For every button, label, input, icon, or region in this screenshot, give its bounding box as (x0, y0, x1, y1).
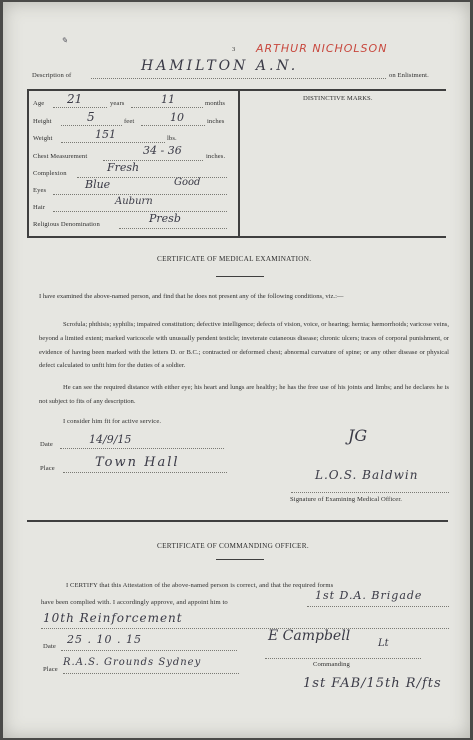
commanding-label: Commanding (313, 661, 350, 668)
height-feet-value: 5 (87, 110, 95, 124)
medical-conditions-para: Scrofula; phthisis; syphilis; impaired constitution; defective intelligence; defects of vision, voice, or hearing; hernia; hæmorrhoids; varicose veins, beyond a limited extent; marked varicocele with unusually pendent testicle; inveterate cutaneous disease; chronic ulcers; traces of corporal punishment, or evidence of having been marked with the letters D. or B.C.; contracted or deformed chest; abnormal curvature of spine; or any other disease or physical defect calculated to unfit him for the duties of a soldier. (39, 321, 449, 370)
hair-dots (53, 211, 227, 212)
box-bottom-rule (27, 236, 446, 238)
chest-label: Chest Measurement (33, 153, 88, 160)
feet-label: feet (124, 118, 135, 125)
attestation-form-page (3, 2, 470, 738)
eyes-value: Blue (85, 178, 111, 191)
pencil-mark: ✎ (61, 36, 68, 45)
box-divider-rule (238, 89, 240, 237)
eyes-dots (53, 194, 227, 195)
commanding-date-label: Date (43, 643, 56, 650)
commanding-line2: have been complied with. I accordingly approve, and appoint him to (41, 599, 228, 606)
fit-statement: I consider him fit for active service. (63, 418, 162, 425)
weight-dots (61, 142, 165, 143)
chest-inches-label: inches. (206, 153, 226, 160)
religion-dots (119, 228, 227, 229)
religion-label: Religious Denomination (33, 221, 100, 228)
medical-place-label: Place (40, 465, 55, 472)
complexion-label: Complexion (33, 170, 67, 177)
description-label: Description of (32, 72, 72, 79)
medical-certificate-title: CERTIFICATE OF MEDICAL EXAMINATION. (157, 255, 312, 263)
medical-title-underline (216, 276, 264, 277)
unit-dots (307, 606, 449, 607)
enlistment-label: on Enlistment. (389, 72, 429, 79)
months-label: months (205, 100, 226, 107)
commanding-signature-dots (265, 658, 421, 659)
reinforcement-dots (41, 628, 449, 629)
commanding-certificate-title: CERTIFICATE OF COMMANDING OFFICER. (157, 542, 309, 550)
section-divider-rule (27, 520, 448, 522)
medical-initials: JG (348, 426, 368, 445)
medical-date-label: Date (40, 441, 53, 448)
weight-label: Weight (33, 135, 53, 142)
commanding-title-underline (216, 559, 264, 560)
height-inches-value: 10 (170, 111, 184, 124)
inches-dots (141, 125, 205, 126)
age-dots (53, 107, 107, 108)
eyes-label: Eyes (33, 187, 47, 194)
name-handwritten: HAMILTON A.N. (141, 58, 299, 74)
commanding-date-value: 25 . 10 . 15 (67, 633, 142, 646)
commanding-place-dots (63, 673, 239, 674)
medical-signature-caption: Signature of Examining Medical Officer. (290, 496, 402, 503)
medical-place-value: Town Hall (95, 455, 180, 470)
commanding-signature-suffix: Lt (378, 638, 389, 649)
lbs-label: lbs. (167, 135, 177, 142)
medical-place-dots (63, 472, 227, 473)
medical-declaration-para: He can see the required distance with either eye; his heart and lungs are healthy; he has the free use of his joints and limbs; and he declares he is not subject to fits of any description. (39, 384, 449, 405)
years-label: years (110, 100, 125, 107)
complexion-value: Fresh (107, 161, 140, 174)
age-label: Age (33, 100, 45, 107)
commanding-officer-signature: E Campbell (268, 628, 351, 644)
unit-value: 1st D.A. Brigade (315, 589, 423, 602)
medical-para-intro: I have examined the above-named person, and find that he does not present any of the following conditions, viz.:— (39, 293, 344, 300)
eyes-quality-value: Good (174, 177, 201, 188)
hair-label: Hair (33, 204, 46, 211)
commanding-date-dots (61, 650, 237, 651)
age-years-value: 21 (67, 92, 83, 106)
name-dotted-line (91, 78, 386, 79)
feet-dots (61, 125, 122, 126)
weight-value: 151 (95, 128, 116, 141)
commanding-place-value: R.A.S. Grounds Sydney (63, 657, 202, 668)
box-top-rule (27, 89, 446, 91)
inches-label: inches (207, 118, 225, 125)
reinforcement-value: 10th Reinforcement (43, 611, 183, 625)
distinctive-marks-label: DISTINCTIVE MARKS. (303, 95, 373, 102)
religion-value: Presb (149, 212, 181, 225)
medical-signature-dots (291, 492, 449, 493)
commanding-place-label: Place (43, 666, 58, 673)
page-number: 3 (232, 46, 236, 53)
age-months-value: 11 (161, 93, 175, 106)
medical-date-dots (60, 448, 224, 449)
hair-value: Auburn (115, 196, 153, 207)
medical-officer-signature: L.O.S. Baldwin (315, 468, 419, 482)
chest-value: 34 - 36 (143, 144, 182, 157)
medical-date-value: 14/9/15 (89, 433, 132, 446)
unit-stamp: 1st FAB/15th R/fts (303, 676, 442, 691)
name-annotation-red: ARTHUR NICHOLSON (256, 42, 388, 55)
commanding-line1: I CERTIFY that this Attestation of the above-named person is correct, and that the required forms (66, 582, 334, 589)
box-left-rule (27, 89, 29, 237)
height-label: Height (33, 118, 52, 125)
months-dots (131, 107, 203, 108)
